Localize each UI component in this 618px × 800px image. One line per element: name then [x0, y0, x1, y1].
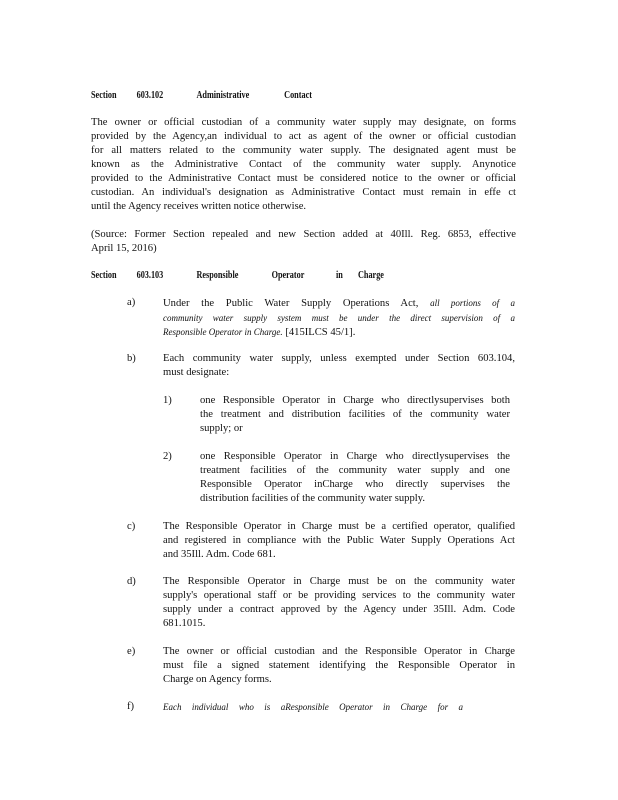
paragraph-line: provided to the Administrative Contact must be considered notice to the owner or official: [91, 173, 516, 184]
paragraph-line: custodian. An individual's designation as Administrative Contact must remain in effe ct: [91, 187, 516, 198]
subitem-text: [200, 450, 510, 506]
subsection-label: a): [127, 297, 136, 308]
heading-word: Charge: [357, 270, 384, 281]
subsection-line: The Responsible Operator in Charge must be a certified operator, qualified: [163, 521, 515, 532]
subsection-b-text: [163, 352, 515, 380]
subsection-line: The owner or official custodian and the Responsible Operator in Charge: [163, 646, 515, 657]
subitem-label: 1): [163, 395, 172, 406]
subsection-e-text: [163, 645, 515, 687]
subsection-label: b): [127, 353, 136, 364]
subsection-label: d): [127, 576, 136, 587]
subsection-line: Each individual who is aResponsible Operator in Charge for a: [163, 702, 463, 712]
subsection-line: must designate:: [163, 367, 230, 378]
section-heading-603-102: [91, 90, 312, 101]
heading-word: Section: [91, 90, 117, 101]
subsection-label: e): [127, 646, 136, 657]
paragraph-line: known as the Administrative Contact of the community water supply. Anynotice: [91, 159, 516, 170]
paragraph-line: The owner or official custodian of a community water supply may designate, on forms: [91, 117, 516, 128]
heading-number: 603.103: [136, 270, 164, 281]
subitem-text: [200, 394, 510, 436]
subitem-line: Responsible Operator inCharge who directly supervises the: [200, 479, 510, 490]
subsection-line: supply under a contract approved by the Agency under 35Ill. Adm. Code: [163, 604, 515, 615]
paragraph-line: provided by the Agency,an individual to act as agent of the owner or official custodian: [91, 131, 516, 142]
plain-text: Under the Public Water Supply Operations Act,: [163, 298, 419, 309]
subitem-line: distribution facilities of the community water supply.: [200, 493, 425, 504]
subitem-line: one Responsible Operator in Charge who directlysupervises the: [200, 451, 510, 462]
heading-word: Section: [91, 270, 117, 281]
subsection-line: supply's operational staff or be providing services to the community water: [163, 590, 515, 601]
administrative-contact-paragraph: [91, 116, 516, 214]
plain-text: [415ILCS 45/1].: [285, 327, 356, 338]
heading-word: Administrative: [196, 90, 250, 101]
subitem-line: the treatment and distribution facilities of the community water: [200, 409, 510, 420]
subitem-line: supply; or: [200, 423, 243, 434]
subitem-line: one Responsible Operator in Charge who directlysupervises both: [200, 395, 510, 406]
subsection-line: [163, 325, 515, 340]
subsection-line: The Responsible Operator in Charge must be on the community water: [163, 576, 515, 587]
subsection-line: Charge on Agency forms.: [163, 674, 272, 685]
paragraph-line: for all matters related to the community water supply. The designated agent must be: [91, 145, 516, 156]
subsection-d-text: [163, 575, 515, 631]
subitem-label: 2): [163, 451, 172, 462]
paragraph-line: until the Agency receives written notice otherwise.: [91, 201, 307, 212]
subsection-label: f): [127, 701, 135, 712]
source-line: (Source: Former Section repealed and new Section added at 40Ill. Reg. 6853, effective: [91, 229, 516, 240]
subsection-line: and 35Ill. Adm. Code 681.: [163, 549, 276, 560]
subsection-label: c): [127, 521, 136, 532]
source-line: April 15, 2016): [91, 243, 157, 254]
subsection-line: must file a signed statement identifying the Responsible Operator in: [163, 660, 515, 671]
italic-text: all portions of a: [430, 298, 515, 308]
subsection-c-text: [163, 520, 515, 562]
subsection-line: 681.1015.: [163, 618, 206, 629]
subsection-line: [163, 296, 515, 311]
italic-text: Responsible Operator in Charge.: [163, 327, 283, 337]
source-note: [91, 228, 516, 256]
subsection-line: Each community water supply, unless exempted under Section 603.104,: [163, 353, 515, 364]
heading-word: Contact: [284, 90, 312, 101]
heading-word: in: [335, 270, 343, 281]
subsection-a-text: [163, 296, 515, 340]
heading-word: Responsible: [196, 270, 239, 281]
section-heading-603-103: [91, 270, 384, 281]
heading-word: Operator: [271, 270, 305, 281]
heading-number: 603.102: [136, 90, 164, 101]
subsection-line: community water supply system must be under the direct supervision of a: [163, 313, 515, 323]
subsection-line: and registered in compliance with the Public Water Supply Operations Act: [163, 535, 515, 546]
subsection-f-text: [163, 700, 463, 714]
subitem-line: treatment facilities of the community water supply and one: [200, 465, 510, 476]
